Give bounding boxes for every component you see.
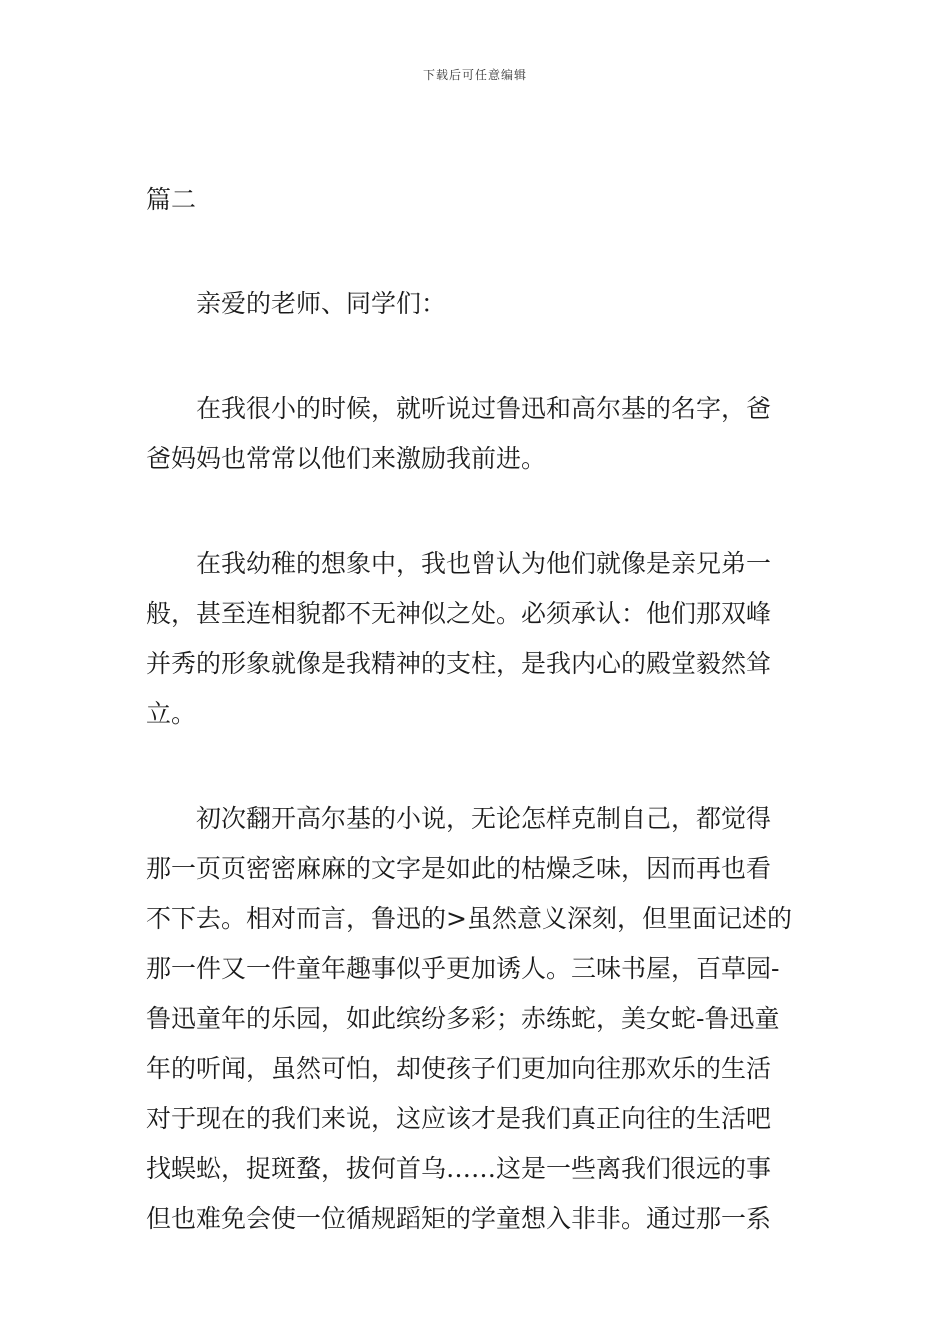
paragraph-line: 爸妈妈也常常以他们来激励我前进。 — [146, 444, 547, 473]
paragraph-line: 在我幼稚的想象中，我也曾认为他们就像是亲兄弟一 — [196, 549, 772, 578]
paragraph-childhood — [146, 384, 806, 484]
paragraph-line: 般，甚至连相貌都不无神似之处。必须承认：他们那双峰 — [146, 599, 772, 628]
paragraph-line: 但也难免会使一位循规蹈矩的学童想入非非。通过那一系 — [146, 1204, 772, 1233]
section-title: 篇二 — [146, 185, 197, 214]
paragraph-line: 立。 — [146, 699, 197, 728]
paragraph-line: 对于现在的我们来说，这应该才是我们真正向往的生活吧 — [146, 1104, 772, 1133]
paragraph-line: 那一页页密密麻麻的文字是如此的枯燥乏味，因而再也看 — [146, 854, 772, 883]
paragraph-line: 年的听闻，虽然可怕，却使孩子们更加向往那欢乐的生活 — [146, 1054, 772, 1083]
document-body — [146, 178, 806, 1299]
paragraph-line: 找蜈蚣，捉斑蝥，拔何首乌……这是一些离我们很远的事 — [146, 1154, 772, 1183]
paragraph-imagination — [146, 539, 806, 739]
paragraph-line: 鲁迅童年的乐园，如此缤纷多彩；赤练蛇，美女蛇-鲁迅童 — [146, 1004, 780, 1033]
paragraph-greeting — [146, 279, 806, 329]
paragraph-line: 不下去。相对而言，鲁迅的>虽然意义深刻，但里面记述的 — [146, 904, 792, 933]
paragraph-line: 那一件又一件童年趣事似乎更加诱人。三味书屋，百草园- — [146, 954, 780, 983]
paragraph-reading — [146, 794, 806, 1244]
page-header-note: 下载后可任意编辑 — [422, 68, 527, 82]
paragraph-line: 并秀的形象就像是我精神的支柱，是我内心的殿堂毅然耸 — [146, 649, 772, 678]
paragraph-line: 初次翻开高尔基的小说，无论怎样克制自己，都觉得 — [196, 804, 772, 833]
paragraph-line: 在我很小的时候，就听说过鲁迅和高尔基的名字，爸 — [196, 394, 772, 423]
paragraph-line: 亲爱的老师、同学们： — [196, 289, 447, 318]
